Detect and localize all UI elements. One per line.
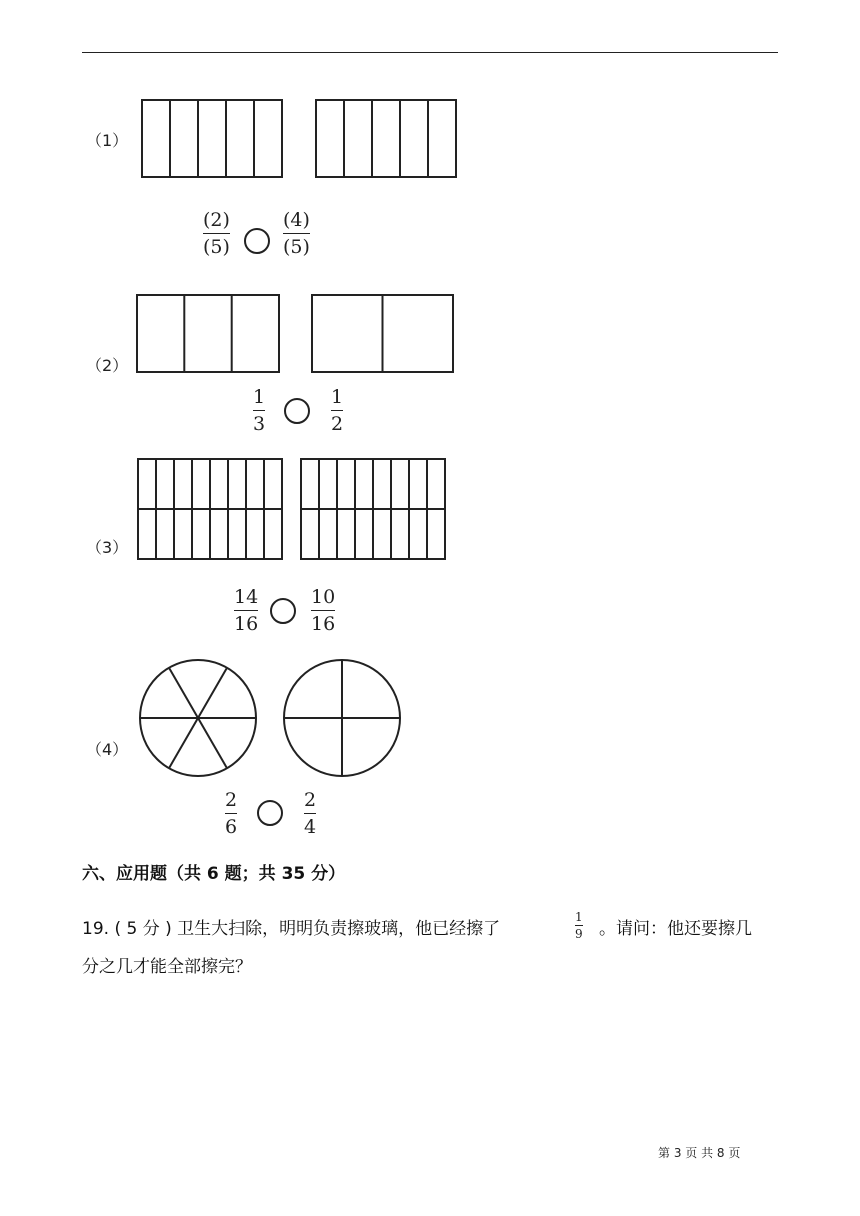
fraction-bar [311, 610, 335, 611]
figure-4-left-circle [140, 660, 256, 776]
figure-1-right-rect [316, 100, 456, 177]
compare-circle-3[interactable] [270, 598, 296, 624]
figure-2-right-rect [312, 295, 453, 372]
problem-4-left-fraction [225, 788, 237, 839]
fraction-bar [304, 813, 316, 814]
page-footer: 第 3 页 共 8 页 [658, 1146, 741, 1160]
problem-1-label: （1） [86, 131, 129, 150]
problem-3-left-fraction [234, 585, 258, 636]
figure-4-right-circle [284, 660, 400, 776]
figure-3-right-rect [301, 459, 445, 559]
compare-circle-2[interactable] [284, 398, 310, 424]
fraction-denominator: 3 [253, 413, 266, 435]
problem-1-right-fraction [283, 208, 310, 259]
fraction-denominator: 16 [234, 613, 259, 635]
problem-3-label: （3） [86, 538, 129, 557]
problem-4-right-fraction [304, 788, 316, 839]
fraction-denominator: 2 [331, 413, 344, 435]
fraction-denominator: 9 [575, 927, 583, 941]
problem-1-left-fraction [203, 208, 230, 259]
fraction-numerator: 14 [234, 586, 259, 608]
section-title: 六、应用题（共 6 题；共 35 分） [82, 864, 346, 884]
problem-4-label: （4） [86, 740, 129, 759]
question-19-text-before: 19. ( 5 分 ) 卫生大扫除，明明负责擦玻璃，他已经擦了 [82, 919, 501, 939]
fraction-denominator: 16 [311, 613, 336, 635]
fraction-bar [283, 233, 310, 234]
problem-3-right-fraction [311, 585, 335, 636]
fraction-numerator: (2) [203, 209, 230, 231]
fraction-bar [331, 410, 343, 411]
fraction-numerator: 1 [253, 386, 266, 408]
fraction-numerator: 1 [575, 910, 583, 924]
fraction-bar [575, 925, 583, 926]
question-19-line1-end [599, 910, 789, 948]
question-19-line2: 分之几才能全部擦完？ [82, 957, 252, 977]
problem-2-right-fraction [331, 385, 343, 436]
question-19-text-after: 。请问：他还要擦几 [599, 919, 752, 939]
fraction-numerator: 1 [331, 386, 344, 408]
question-19-fraction [575, 910, 583, 941]
fraction-denominator: 4 [304, 816, 317, 838]
fraction-denominator: 6 [225, 816, 238, 838]
figure-3-left-rect [138, 459, 282, 559]
problem-2-label: （2） [86, 356, 129, 375]
figure-2-left-rect [137, 295, 279, 372]
fraction-numerator: (4) [283, 209, 310, 231]
compare-circle-4[interactable] [257, 800, 283, 826]
fraction-numerator: 2 [225, 789, 238, 811]
fraction-bar [234, 610, 258, 611]
figure-1-left-rect [142, 100, 282, 177]
problem-2-left-fraction [253, 385, 265, 436]
fraction-bar [253, 410, 265, 411]
compare-circle-1[interactable] [244, 228, 270, 254]
fraction-bar [203, 233, 230, 234]
fraction-denominator: (5) [283, 236, 310, 258]
fraction-numerator: 10 [311, 586, 336, 608]
fraction-bar [225, 813, 237, 814]
fraction-denominator: (5) [203, 236, 230, 258]
fraction-numerator: 2 [304, 789, 317, 811]
